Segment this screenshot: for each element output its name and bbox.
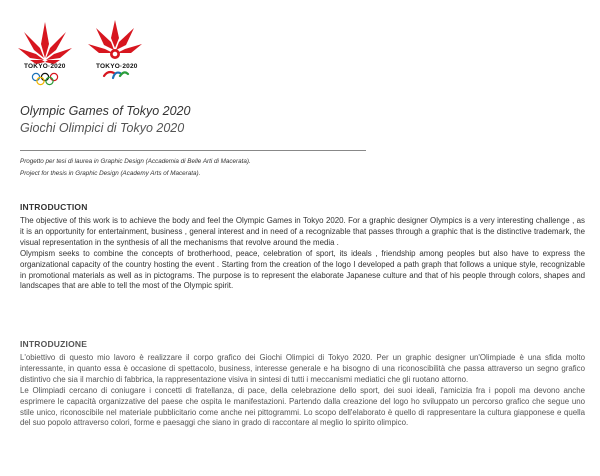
logo-header (0, 0, 600, 90)
logo-left-text: TOKYO·2020 (24, 63, 66, 70)
olympic-flower-logo (16, 20, 74, 86)
page-title-english: Olympic Games of Tokyo 2020 (20, 104, 191, 118)
introduzione-paragraph-2: Le Olimpiadi cercano di coniugare i concetti di fratellanza, di pace, della celebrazione dello sport, dei suoi ideali, l'amicizia fra i popoli ma devono anche esprimere le capacità organizzative del paese che ospita le manifestazioni. Partendo dalla creazione del logo ho sviluppato un percorso grafico che segue uno stile unico, riconoscibile nel materiale pubblicitario come anche nei pittogrammi. Lo scopo dell'elaborato è quello di rappresentare la cultura giapponese e quella del suo popolo attraverso colori, forme e paesaggi che siano in grado di raccontare al meglio lo spirito olimpico. (20, 385, 585, 428)
introduzione-paragraph-1: L'obiettivo di questo mio lavoro è realizzare il corpo grafico dei Giochi Olimpici di Tokyo 2020. Per un graphic designer un'Olimpiade è una sfida molto interessante, in quanto essa è occasione di spettacolo, business, interesse generale e ha bisogno di una riconoscibilità che passa attraverso un segno grafico distintivo che sia il marchio di fabbrica, la rappresentazione visiva in sintesi di tutti i meccanismi mediatici che gli ruotano attorno. (20, 353, 585, 384)
divider-line (20, 150, 366, 151)
paralympic-flower-logo (84, 18, 146, 90)
page-title-italian: Giochi Olimpici di Tokyo 2020 (20, 121, 185, 135)
introduzione-heading: INTRODUZIONE (20, 339, 88, 349)
project-note-italian: Progetto per tesi di laurea in Graphic Design (Accademia di Belle Arti di Macerata). (20, 158, 251, 165)
introduction-body (20, 216, 585, 292)
introduction-heading: INTRODUCTION (20, 202, 88, 212)
introduzione-body (20, 353, 585, 429)
introduction-paragraph-2: Olympism seeks to combine the concepts of brotherhood, peace, celebration of sport, its ideals , friendship among peoples but also have to express the organizational capacity of the country hosting the event . Starting from the creation of the logo I developed a path graph that follows a unique style, recognizable in promotional materials as well as in pictograms. The purpose is to represent the elaborate Japanese culture and that of his people through colors, shapes and landscapes that are able to tell the most of the Olympic spirit. (20, 248, 585, 291)
project-note-english: Project for thesis in Graphic Design (Academy Arts of Macerata). (20, 170, 201, 177)
introduction-paragraph-1: The objective of this work is to achieve the body and feel the Olympic Games in Tokyo 2020. For a graphic designer Olympics is a very interesting challenge , as it is an opportunity for entertainment, business , general interest and in need of a recognizable that passes through a graphic that is the distinctive trademark, the visual representation in the synthesis of all the mechanisms that revolve around the media . (20, 216, 585, 247)
logo-right-text: TOKYO·2020 (96, 63, 138, 70)
